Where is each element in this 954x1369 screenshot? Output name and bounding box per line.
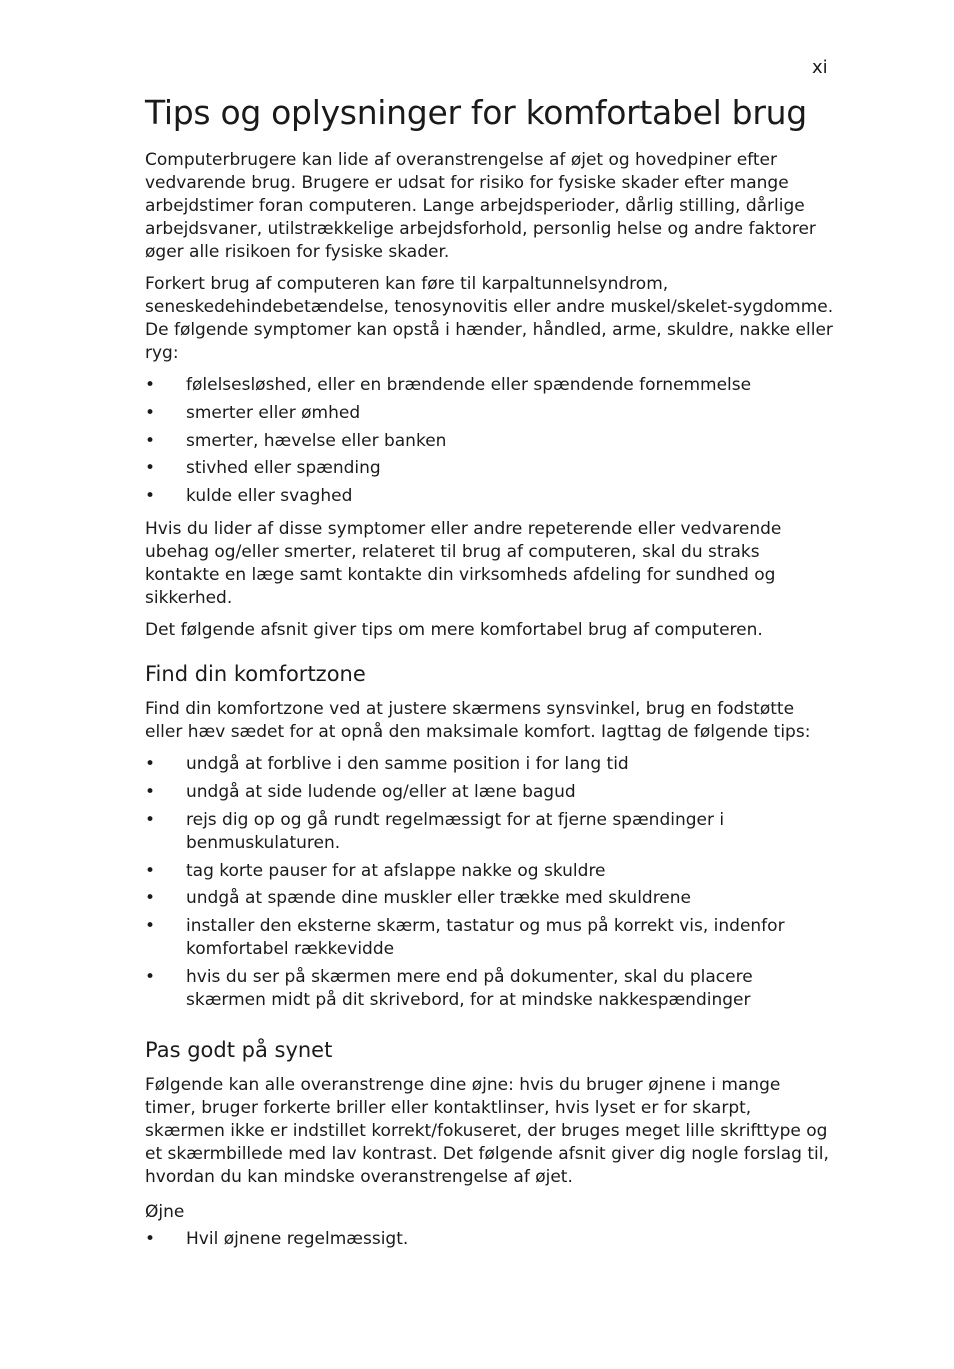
eyes-subheading: Øjne xyxy=(145,1201,185,1222)
list-item-text: følelsesløshed, eller en brændende eller spændende fornemmelse xyxy=(186,375,752,395)
list-item xyxy=(145,860,835,883)
list-item xyxy=(145,966,835,1012)
bullet-icon: • xyxy=(145,430,156,451)
vision-paragraph: Følgende kan alle overanstrenge dine øjne: hvis du bruger øjnene i mange timer, bruger forkerte briller eller kontaktlinser, hvis lyset er for skarpt, skærmen ikke er indstillet korrekt/fokuseret, der bruges meget lille skrifttype og et skærmbillede med lav kontrast. Det følgende afsnit giver dig nogle forslag til, hvordan du kan mindske overanstrengelse af øjet. xyxy=(145,1074,829,1187)
intro-paragraph-4: Det følgende afsnit giver tips om mere komfortabel brug af computeren. xyxy=(145,620,763,641)
list-item xyxy=(145,915,835,961)
intro-paragraph-2: Forkert brug af computeren kan føre til karpaltunnelsyndrom, seneskedehindebetændelse, tenosynovitis eller andre muskel/skelet-sygdomme. De følgende symptomer kan opstå i hænder, håndled, arme, skuldre, nakke eller ryg: xyxy=(145,274,834,363)
comfort-tips-list xyxy=(145,753,835,1012)
bullet-icon: • xyxy=(145,809,156,830)
list-item-text: undgå at spænde dine muskler eller trække med skuldrene xyxy=(186,888,692,909)
page-content xyxy=(145,93,835,1261)
bullet-icon: • xyxy=(145,916,156,937)
bullet-icon: • xyxy=(145,754,156,775)
section-heading-comfort: Find din komfortzone xyxy=(145,662,366,687)
list-item-text: kulde eller svaghed xyxy=(186,486,353,507)
list-item-text: tag korte pauser for at afslappe nakke og skuldre xyxy=(186,860,606,881)
symptoms-list xyxy=(145,374,835,508)
intro-paragraph-1: Computerbrugere kan lide af overanstrengelse af øjet og hovedpiner efter vedvarende brug. Brugere er udsat for risiko for fysiske skader efter mange arbejdstimer foran computeren. Lange arbejdsperioder, dårlig stilling, dårlige arbejdsvaner, utilstrækkelige arbejdsforhold, personlig helse og andre faktorer øger alle risikoen for fysiske skader. xyxy=(145,150,816,262)
bullet-icon: • xyxy=(145,375,156,395)
bullet-icon: • xyxy=(145,402,156,423)
page-title: Tips og oplysninger for komfortabel brug xyxy=(145,93,807,132)
list-item xyxy=(145,1228,835,1251)
list-item-text: installer den eksterne skærm, tastatur og mus på korrekt vis, indenfor komfortabel rækkevidde xyxy=(186,916,785,960)
intro-paragraph-3: Hvis du lider af disse symptomer eller andre repeterende eller vedvarende ubehag og/eller smerter, relateret til brug af computeren, skal du straks kontakte en læge samt kontakte din virksomheds afdeling for sundhed og sikkerhed. xyxy=(145,519,782,609)
list-item-text: rejs dig op og gå rundt regelmæssigt for at fjerne spændinger i benmuskulaturen. xyxy=(186,809,725,853)
list-item-text: undgå at forblive i den samme position i for lang tid xyxy=(186,754,629,775)
eyes-list xyxy=(145,1228,835,1251)
comfort-paragraph: Find din komfortzone ved at justere skærmens synsvinkel, brug en fodstøtte eller hæv sædet for at opnå den maksimale komfort. Iagttag de følgende tips: xyxy=(145,699,811,743)
list-item-text: smerter, hævelse eller banken xyxy=(186,430,447,451)
list-item xyxy=(145,781,835,804)
list-item xyxy=(145,402,835,425)
page-number: xi xyxy=(812,57,828,78)
list-item xyxy=(145,809,835,855)
list-item xyxy=(145,485,835,508)
bullet-icon: • xyxy=(145,966,156,987)
list-item xyxy=(145,374,835,397)
list-item xyxy=(145,753,835,776)
section-heading-vision: Pas godt på synet xyxy=(145,1037,333,1062)
list-item-text: hvis du ser på skærmen mere end på dokumenter, skal du placere skærmen midt på dit skrivebord, for at mindske nakkespændinger xyxy=(186,966,753,1010)
bullet-icon: • xyxy=(145,781,156,802)
list-item-text: undgå at side ludende og/eller at læne bagud xyxy=(186,781,576,802)
list-item-text: smerter eller ømhed xyxy=(186,402,361,423)
list-item xyxy=(145,457,835,480)
bullet-icon: • xyxy=(145,1228,156,1249)
bullet-icon: • xyxy=(145,860,156,881)
list-item xyxy=(145,887,835,910)
bullet-icon: • xyxy=(145,458,156,479)
bullet-icon: • xyxy=(145,486,156,507)
list-item-text: stivhed eller spænding xyxy=(186,458,381,479)
list-item xyxy=(145,430,835,453)
bullet-icon: • xyxy=(145,888,156,909)
list-item-text: Hvil øjnene regelmæssigt. xyxy=(186,1228,409,1249)
